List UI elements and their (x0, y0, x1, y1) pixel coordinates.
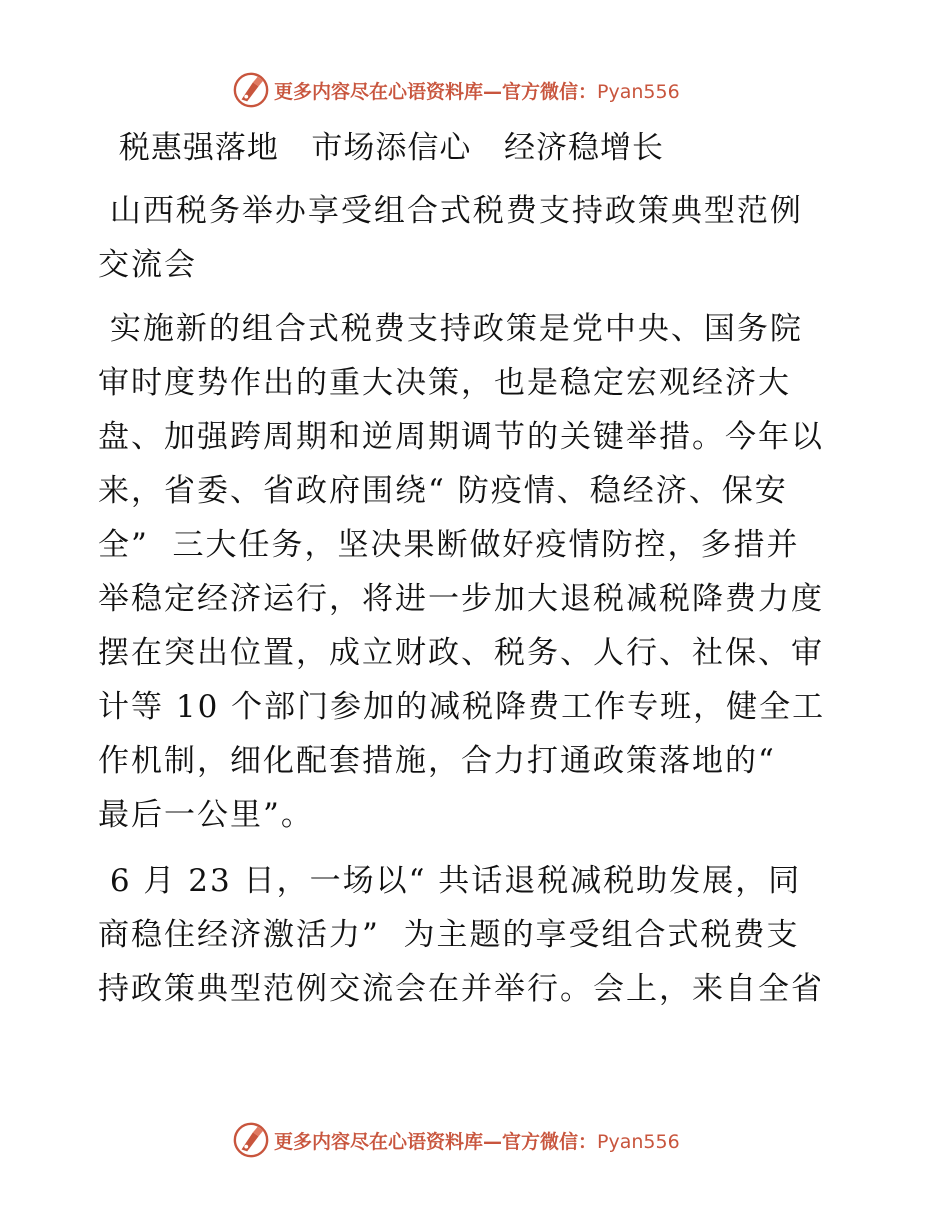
paragraph-line: 举稳定经济运行，将进一步加大退税减税降费力度 (98, 581, 824, 617)
paragraph-line: 作机制，细化配套措施，合力打通政策落地的“ (98, 743, 776, 779)
document-body (98, 122, 858, 1028)
paragraph-line: 审时度势作出的重大决策，也是稳定宏观经济大 (98, 365, 791, 401)
paragraph-2 (98, 854, 858, 1016)
subhead-line: 山西税务举办享受组合式税费支持政策典型范例 (98, 193, 803, 229)
paragraph-line: 来，省委、省政府围绕“ 防疫情、稳经济、保安 (98, 473, 788, 509)
paragraph-line: 盘、加强跨周期和逆周期调节的关键举措。今年以 (98, 419, 824, 455)
document-headline: 税惠强落地 市场添信心 经济稳增长 (108, 130, 664, 166)
paragraph-line: 最后一公里”。 (98, 797, 314, 833)
paragraph-line: 计等 10 个部门参加的减税降费工作专班，健全工 (98, 689, 826, 725)
watermark-wechat-id: Pyan556 (597, 80, 680, 103)
paragraph-line: 摆在突出位置，成立财政、税务、人行、社保、审 (98, 635, 824, 671)
subhead-line: 交流会 (98, 247, 197, 283)
watermark-wechat-id: Pyan556 (597, 1130, 680, 1153)
watermark-text: 更多内容尽在心语资料库—官方微信：Pyan556 (274, 1130, 680, 1153)
paragraph-line: 商稳住经济激活力” 为主题的享受组合式税费支 (98, 917, 800, 953)
paragraph-line: 6 月 23 日，一场以“ 共话退税减税助发展，同 (98, 863, 802, 899)
paragraph-1 (98, 302, 858, 842)
document-subhead (98, 184, 858, 292)
pen-nib-logo-icon (232, 1121, 270, 1159)
paragraph-line: 实施新的组合式税费支持政策是党中央、国务院 (98, 311, 803, 347)
paragraph-line: 全” 三大任务，坚决果断做好疫情防控，多措并 (98, 527, 800, 563)
paragraph-line: 持政策典型范例交流会在并举行。会上，来自全省 (98, 971, 824, 1007)
watermark-text: 更多内容尽在心语资料库—官方微信：Pyan556 (274, 80, 680, 103)
watermark-header (232, 70, 680, 110)
watermark-footer (232, 1120, 680, 1160)
pen-nib-logo-icon (232, 71, 270, 109)
